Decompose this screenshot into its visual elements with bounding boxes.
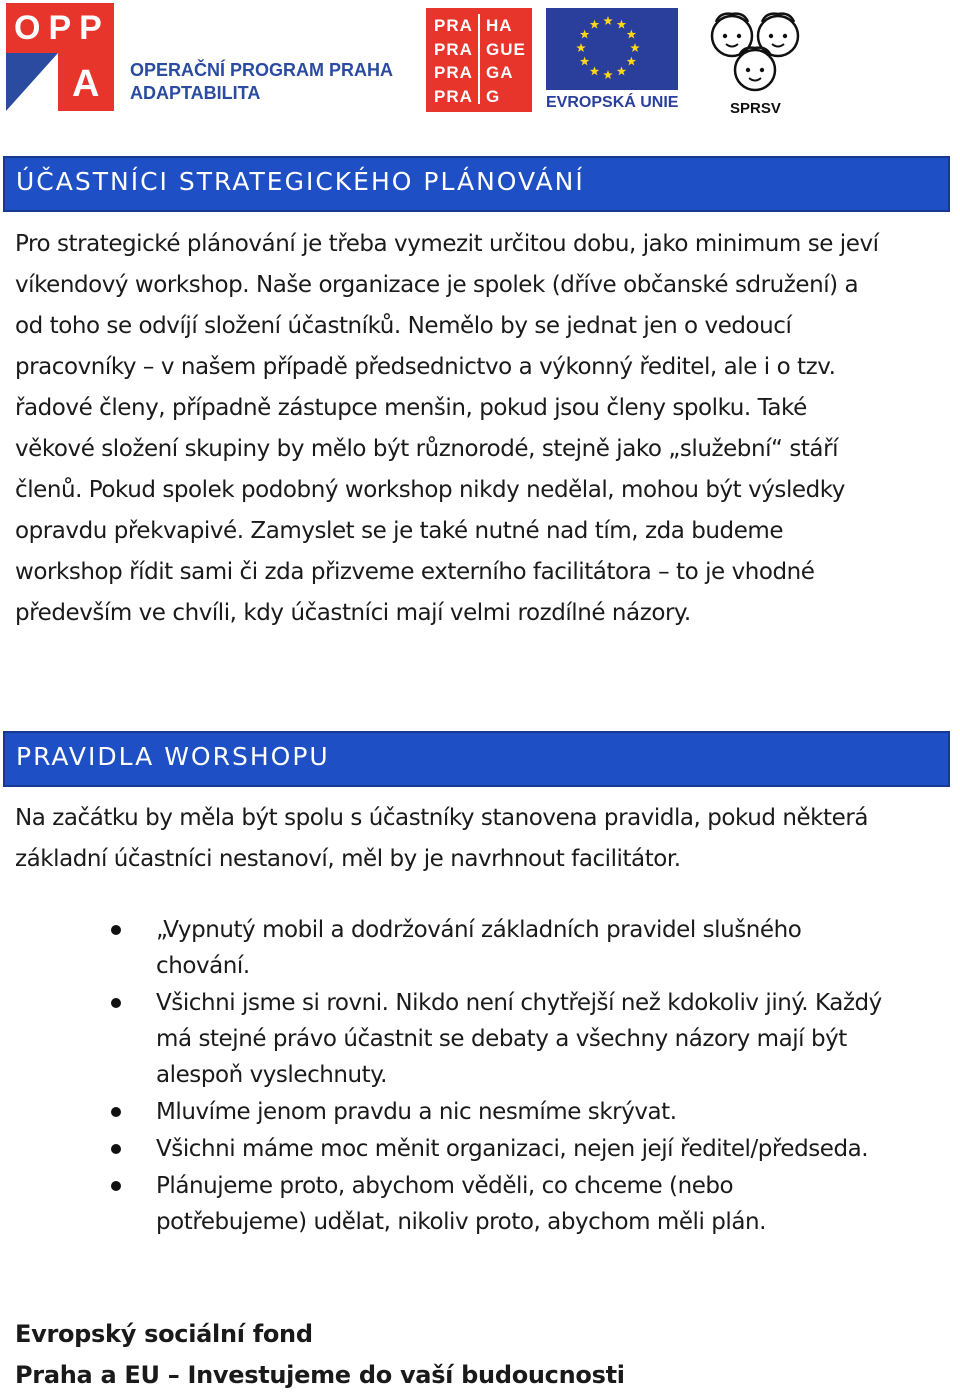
list-item-line: Plánujeme proto, abychom věděli, co chceme (nebo bbox=[156, 1173, 734, 1199]
praha-logo-syllable: HA bbox=[486, 16, 513, 35]
list-item-line: má stejné právo účastnit se debaty a všechny názory mají být bbox=[156, 1026, 847, 1052]
bullet-icon bbox=[111, 1181, 121, 1191]
eu-star-icon bbox=[617, 66, 627, 75]
bullet-icon bbox=[111, 1144, 121, 1154]
praha-logo-syllable: GA bbox=[486, 63, 514, 82]
list-item-line: Všichni jsme si rovni. Nikdo není chytřejší než kdokoliv jiný. Každý bbox=[156, 990, 882, 1016]
list-item bbox=[0, 1131, 960, 1167]
text-line: Na začátku by měla být spolu s účastníky stanovena pravidla, pokud některá bbox=[15, 805, 868, 831]
opp-logo-letters: OPP bbox=[14, 9, 110, 47]
bullet-icon bbox=[111, 925, 121, 935]
opp-logo-triangle bbox=[6, 53, 58, 111]
praha-logo-text bbox=[434, 14, 526, 108]
section-title: PRAVIDLA WORSHOPU bbox=[16, 742, 330, 771]
eu-star-icon bbox=[576, 43, 586, 52]
text-line: víkendový workshop. Naše organizace je spolek (dříve občanské sdružení) a bbox=[15, 272, 859, 298]
praha-logo-divider bbox=[478, 14, 480, 104]
eu-star-icon bbox=[627, 57, 637, 66]
list-item-line: Mluvíme jenom pravdu a nic nesmíme skrývat. bbox=[156, 1099, 677, 1125]
text-line: věkové složení skupiny by mělo být různorodé, stejně jako „služební“ stáří bbox=[15, 436, 839, 462]
sprsv-logo-label: SPRSV bbox=[730, 100, 781, 117]
text-line: základní účastníci nestanoví, měl by je navrhnout facilitátor. bbox=[15, 846, 681, 872]
list-item bbox=[0, 1168, 960, 1240]
footer-line-1: Evropský sociální fond bbox=[15, 1320, 313, 1348]
text-line: řadové členy, případně zástupce menšin, pokud jsou členy spolku. Také bbox=[15, 395, 807, 421]
section-title: ÚČASTNÍCI STRATEGICKÉHO PLÁNOVÁNÍ bbox=[16, 167, 585, 196]
opp-logo-name bbox=[130, 59, 393, 105]
text-line: členů. Pokud spolek podobný workshop nikdy nedělal, mohou být výsledky bbox=[15, 477, 845, 503]
logo-strip bbox=[0, 0, 960, 130]
sprsv-logo bbox=[694, 4, 818, 122]
text-line: od toho se odvíjí složení účastníků. Nemělo by se jednat jen o vedoucí bbox=[15, 313, 792, 339]
opp-logo-name-line2: ADAPTABILITA bbox=[130, 83, 261, 103]
rules-intro-paragraph bbox=[15, 798, 945, 880]
praha-logo bbox=[426, 8, 532, 112]
text-line: především ve chvíli, kdy účastníci mají velmi rozdílné názory. bbox=[15, 600, 691, 626]
praha-logo-syllable: G bbox=[486, 86, 501, 106]
eu-star-icon bbox=[603, 16, 613, 25]
section-header-participants bbox=[3, 156, 950, 212]
text-line: pracovníky – v našem případě předsednictvo a výkonný ředitel, ale i o tzv. bbox=[15, 354, 836, 380]
eu-logo-label: EVROPSKÁ UNIE bbox=[546, 94, 679, 111]
section-header-rules bbox=[3, 731, 950, 787]
opp-logo-name-line1: OPERAČNÍ PROGRAM PRAHA bbox=[130, 60, 394, 80]
text-line: Pro strategické plánování je třeba vymezit určitou dobu, jako minimum se jeví bbox=[15, 231, 879, 257]
opp-logo-letter-a: A bbox=[72, 63, 100, 105]
eu-star-icon bbox=[617, 20, 627, 29]
list-item-line: alespoň vyslechnuty. bbox=[156, 1062, 387, 1088]
list-item-line: chování. bbox=[156, 953, 250, 979]
text-line: workshop řídit sami či zda přizveme externího facilitátora – to je vhodné bbox=[15, 559, 815, 585]
eu-star-icon bbox=[580, 30, 590, 39]
eu-star-icon bbox=[590, 20, 600, 29]
list-item-line: „Vypnutý mobil a dodržování základních pravidel slušného bbox=[156, 917, 802, 943]
praha-logo-syllable: PRA bbox=[434, 86, 473, 106]
eu-star-icon bbox=[590, 66, 600, 75]
list-item bbox=[0, 1094, 960, 1130]
eu-logo bbox=[546, 8, 678, 112]
eu-star-icon bbox=[603, 70, 613, 79]
praha-logo-syllable: PRA bbox=[434, 63, 473, 82]
eu-star-icon bbox=[580, 57, 590, 66]
eu-star-icon bbox=[627, 30, 637, 39]
list-item-line: Všichni máme moc měnit organizaci, nejen její ředitel/předseda. bbox=[156, 1136, 869, 1162]
participants-paragraph bbox=[15, 224, 945, 634]
eu-flag-icon bbox=[546, 8, 678, 90]
praha-logo-syllable: PRA bbox=[434, 16, 473, 35]
footer-line-2: Praha a EU – Investujeme do vaší budoucnosti bbox=[15, 1361, 625, 1389]
eu-star-icon bbox=[630, 43, 640, 52]
bullet-icon bbox=[111, 998, 121, 1008]
opp-logo bbox=[6, 3, 406, 115]
bullet-icon bbox=[111, 1107, 121, 1117]
list-item-line: potřebujeme) udělat, nikoliv proto, abychom měli plán. bbox=[156, 1209, 767, 1235]
list-item bbox=[0, 912, 960, 984]
rules-list bbox=[0, 912, 960, 1240]
praha-logo-syllable: PRA bbox=[434, 39, 473, 59]
list-item bbox=[0, 985, 960, 1093]
text-line: opravdu překvapivé. Zamyslet se je také nutné nad tím, zda budeme bbox=[15, 518, 784, 544]
sprsv-faces-icon bbox=[694, 4, 818, 100]
praha-logo-syllable: GUE bbox=[486, 39, 526, 59]
